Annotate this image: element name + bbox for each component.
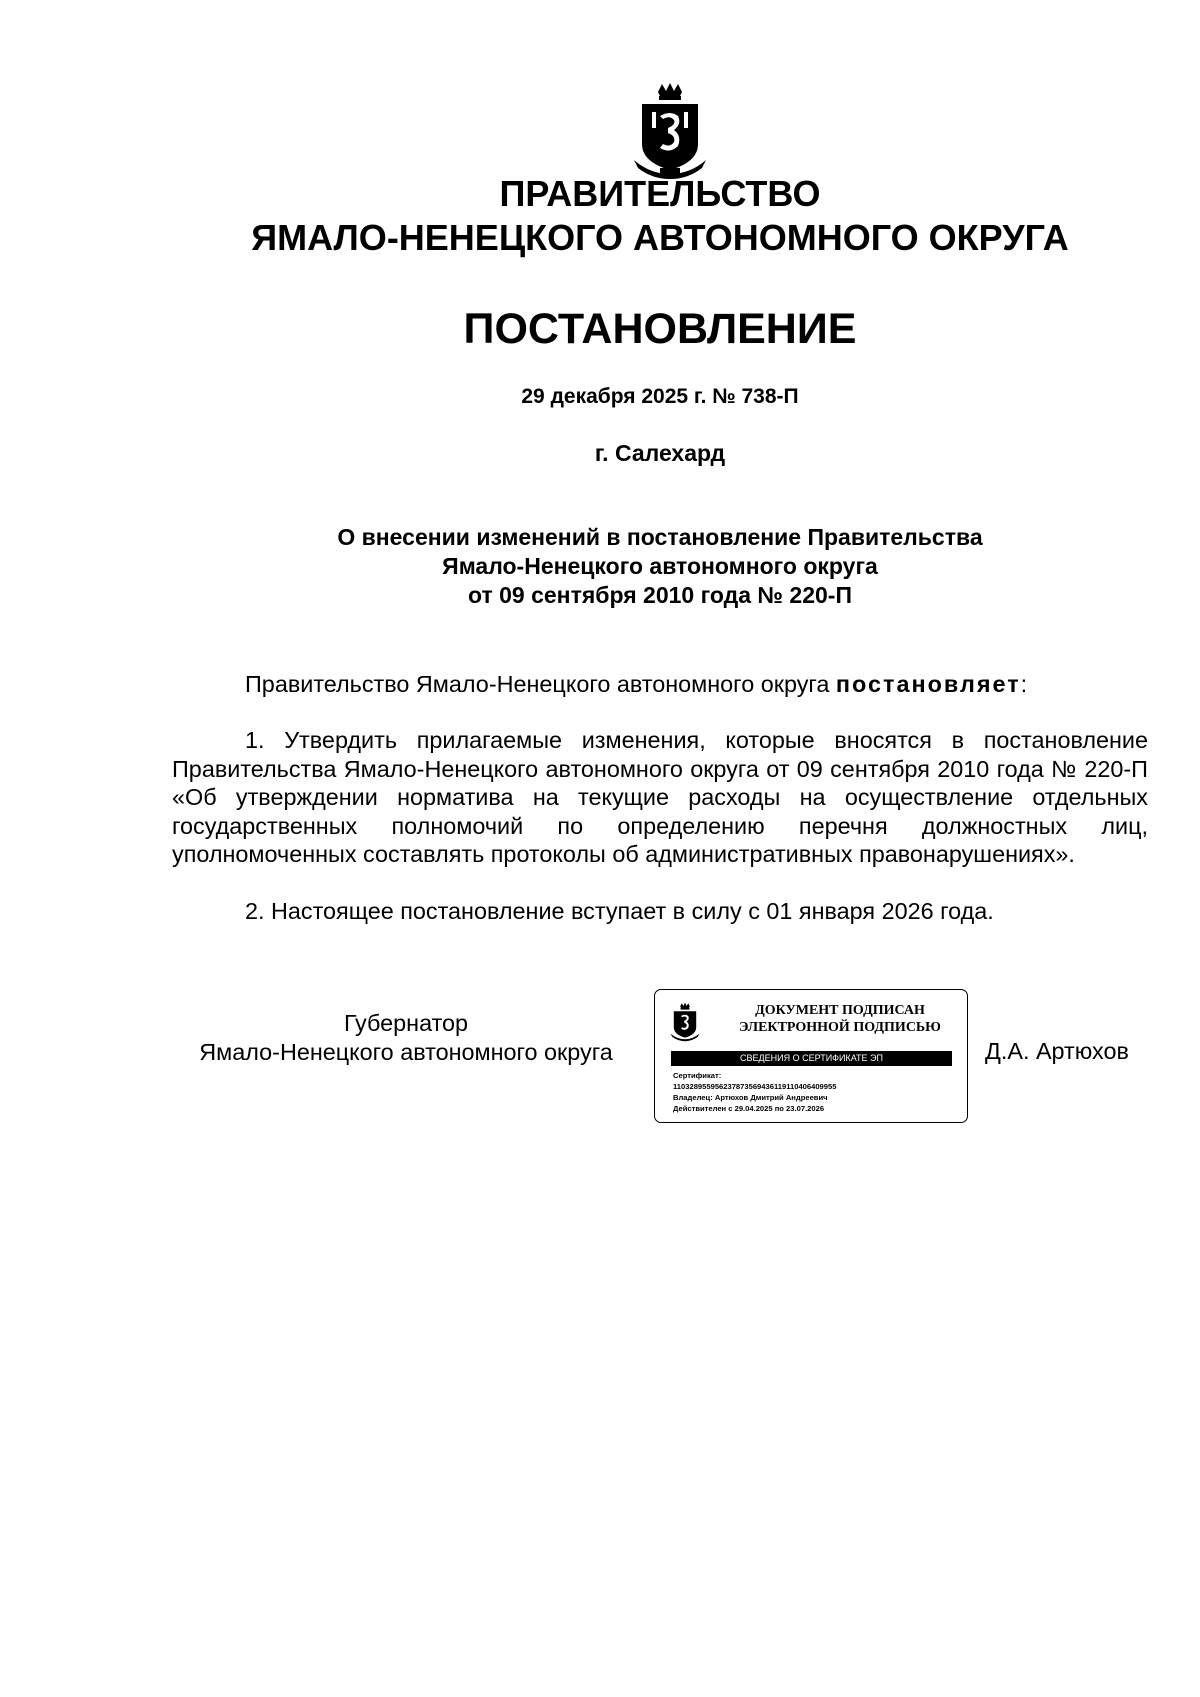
intro-suffix: : [1020, 671, 1028, 697]
signer-title-line1: Губернатор [343, 1010, 469, 1036]
government-title-line1: ПРАВИТЕЛЬСТВО [499, 173, 821, 214]
stamp-cert-number: 110328955956237873569436119110406409955 [673, 1082, 837, 1091]
coat-of-arms-icon [630, 82, 710, 180]
government-title [0, 172, 1200, 260]
subject-line2: Ямало-Ненецкого автономного округа [442, 553, 878, 579]
signer-name: Д.А. Артюхов [985, 1038, 1129, 1064]
stamp-certificate-bar: СВЕДЕНИЯ О СЕРТИФИКАТЕ ЭП [671, 1051, 952, 1066]
stamp-validity: Действителен с 29.04.2025 по 23.07.2026 [673, 1104, 825, 1113]
stamp-title-line2: ЭЛЕКТРОННОЙ ПОДПИСЬЮ [739, 1020, 941, 1035]
signer-title-line2: Ямало-Ненецкого автономного округа [199, 1039, 613, 1065]
document-city: г. Салехард [594, 440, 726, 466]
stamp-title-line1: ДОКУМЕНТ ПОДПИСАН [755, 1003, 925, 1018]
intro-paragraph [172, 670, 1148, 699]
subject-line1: О внесении изменений в постановление Правительства [337, 524, 983, 550]
intro-prefix: Правительство Ямало-Ненецкого автономного округа [245, 671, 836, 697]
government-title-line2: ЯМАЛО-НЕНЕЦКОГО АВТОНОМНОГО ОКРУГА [251, 217, 1069, 258]
coat-of-arms-icon [669, 1002, 701, 1042]
electronic-signature-stamp [654, 989, 968, 1123]
document-date-number: 29 декабря 2025 г. № 738-П [521, 385, 799, 408]
stamp-title [725, 1002, 955, 1036]
stamp-certificate-details [673, 1070, 836, 1114]
resolution-item-2: 2. Настоящее постановление вступает в силу с 01 января 2026 года. [245, 898, 994, 924]
stamp-cert-label: Сертификат: [673, 1071, 722, 1080]
resolution-item-1: 1. Утвердить прилагаемые изменения, которые вносятся в постановление Правительства Ямало-Ненецкого автономного округа от 09 сентября 2010 года № 220-П «Об утверждении норматива на текущие расходы на осуществление отдельных государственных полномочий по определению перечня должностных лиц, уполномоченных составлять протоколы об административных правонарушениях». [172, 727, 1148, 867]
document-subject [0, 523, 1200, 610]
signer-title [172, 1009, 640, 1067]
subject-line3: от 09 сентября 2010 года № 220-П [468, 582, 852, 608]
document-type: ПОСТАНОВЛЕНИЕ [463, 305, 857, 353]
intro-emphasis: постановляет [835, 671, 1021, 697]
stamp-owner: Владелец: Артюхов Дмитрий Андреевич [673, 1093, 828, 1102]
